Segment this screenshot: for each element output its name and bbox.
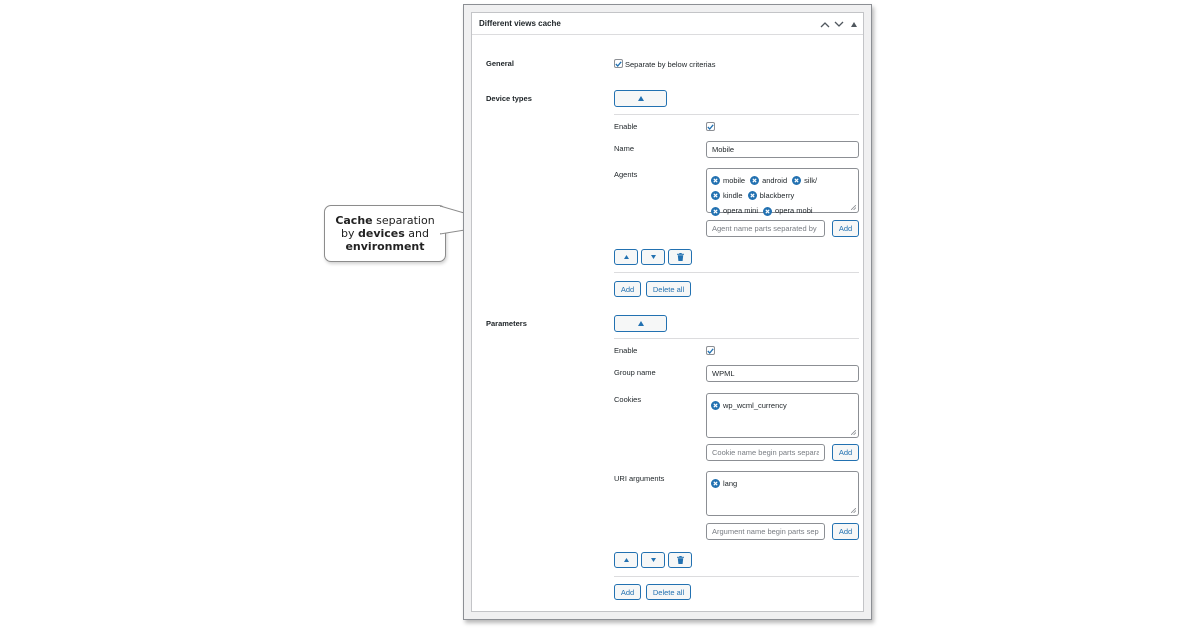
move-down-button[interactable] xyxy=(641,552,665,568)
group-name-input[interactable] xyxy=(706,365,859,382)
agent-tag: blackberry xyxy=(748,189,795,203)
trash-icon xyxy=(677,556,684,564)
resize-handle-icon[interactable] xyxy=(851,205,856,210)
remove-tag-icon[interactable] xyxy=(711,401,720,410)
agent-tag: mobile xyxy=(711,174,745,188)
move-down-button[interactable] xyxy=(641,249,665,265)
annotation-callout xyxy=(324,205,446,262)
move-up-button[interactable] xyxy=(614,249,638,265)
device-name-label: Name xyxy=(614,144,635,153)
resize-handle-icon[interactable] xyxy=(851,508,856,513)
add-agent-button[interactable]: Add xyxy=(832,220,859,237)
toggle-arrow-up-icon[interactable] xyxy=(847,17,861,31)
callout-line-2: by devices and xyxy=(340,227,429,240)
remove-tag-icon[interactable] xyxy=(763,207,772,216)
divider xyxy=(614,272,859,273)
parameters-delete-all-button[interactable]: Delete all xyxy=(646,584,691,600)
device-enable-checkbox[interactable] xyxy=(706,122,715,131)
device-name-input[interactable] xyxy=(706,141,859,158)
remove-tag-icon[interactable] xyxy=(748,191,757,200)
agents-tag-box[interactable] xyxy=(706,168,859,216)
chevron-down-icon[interactable] xyxy=(832,17,846,31)
cookies-label: Cookies xyxy=(614,395,642,404)
uri-args-tag-box[interactable] xyxy=(706,471,859,516)
add-cookie-button[interactable]: Add xyxy=(832,444,859,461)
agents-label: Agents xyxy=(614,170,638,179)
device-types-collapse-button[interactable] xyxy=(614,90,667,107)
argument-name-input[interactable] xyxy=(706,523,825,540)
uri-arg-tag: lang xyxy=(711,477,737,491)
agent-tag: silk/ xyxy=(792,174,817,188)
agent-tag: kindle xyxy=(711,189,743,203)
delete-device-button[interactable] xyxy=(668,249,692,265)
remove-tag-icon[interactable] xyxy=(711,207,720,216)
general-label: General xyxy=(486,59,514,68)
divider xyxy=(614,576,859,577)
different-views-cache-panel xyxy=(471,12,864,612)
chevron-up-icon[interactable] xyxy=(818,17,832,31)
panel-header xyxy=(472,13,863,35)
parameters-label: Parameters xyxy=(486,319,527,328)
move-up-button[interactable] xyxy=(614,552,638,568)
param-enable-label: Enable xyxy=(614,346,638,355)
param-enable-checkbox[interactable] xyxy=(706,346,715,355)
settings-window xyxy=(463,4,872,620)
device-types-label: Device types xyxy=(486,94,532,103)
agent-tag: opera mini xyxy=(711,204,758,218)
cookies-tag-box[interactable] xyxy=(706,393,859,438)
agent-tag: android xyxy=(750,174,787,188)
divider xyxy=(614,338,859,339)
device-enable-label: Enable xyxy=(614,122,638,131)
divider xyxy=(614,114,859,115)
remove-tag-icon[interactable] xyxy=(711,176,720,185)
separate-checkbox[interactable] xyxy=(614,59,623,68)
add-argument-button[interactable]: Add xyxy=(832,523,859,540)
remove-tag-icon[interactable] xyxy=(711,191,720,200)
parameters-add-button[interactable]: Add xyxy=(614,584,641,600)
parameters-collapse-button[interactable] xyxy=(614,315,667,332)
cookie-tag: wp_wcml_currency xyxy=(711,399,787,413)
group-name-label: Group name xyxy=(614,368,656,377)
uri-arguments-label: URI arguments xyxy=(614,474,665,483)
delete-parameter-button[interactable] xyxy=(668,552,692,568)
device-delete-all-button[interactable]: Delete all xyxy=(646,281,691,297)
callout-line-3: environment xyxy=(345,240,425,253)
panel-title: Different views cache xyxy=(479,19,561,28)
trash-icon xyxy=(677,253,684,261)
agent-name-input[interactable] xyxy=(706,220,825,237)
remove-tag-icon[interactable] xyxy=(711,479,720,488)
remove-tag-icon[interactable] xyxy=(792,176,801,185)
separate-label: Separate by below criterias xyxy=(625,60,716,69)
resize-handle-icon[interactable] xyxy=(851,430,856,435)
agent-tag: opera mobi xyxy=(763,204,813,218)
cookie-name-input[interactable] xyxy=(706,444,825,461)
device-add-button[interactable]: Add xyxy=(614,281,641,297)
callout-line-1: Cache separation xyxy=(335,214,435,227)
remove-tag-icon[interactable] xyxy=(750,176,759,185)
